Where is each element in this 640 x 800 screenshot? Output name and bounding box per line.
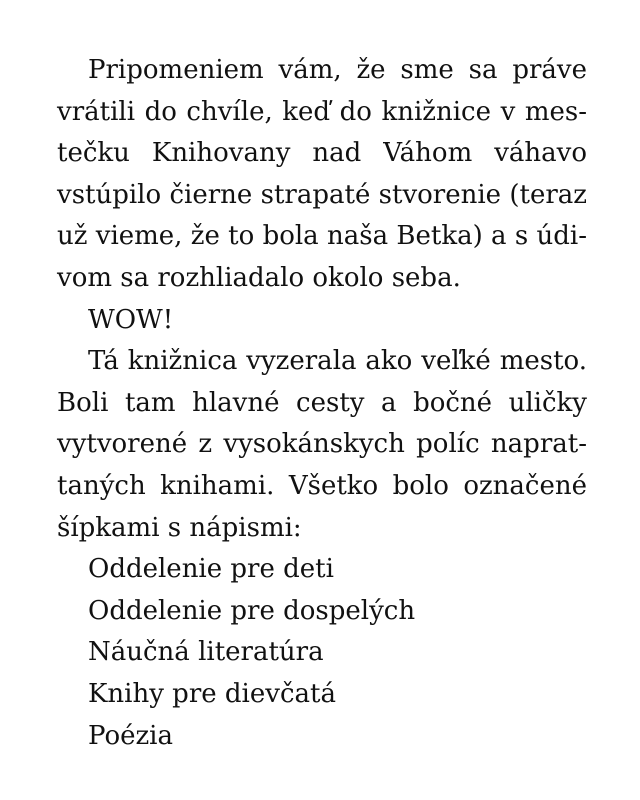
text-line: vrátili do chvíle, keď do knižnice v mes- [57,96,587,127]
text-line: Tá knižnica vyzerala ako veľké mesto. [88,346,587,377]
text-line: WOW! [88,304,174,335]
text-line: taných knihami. Všetko bolo označené [57,470,587,501]
list-item: Knihy pre dievčatá [88,678,336,709]
paragraph-1 [57,50,587,300]
list-item: Oddelenie pre dospelých [88,595,416,626]
text-line: vom sa rozhliadalo okolo seba. [57,262,461,293]
text-line: Boli tam hlavné cesty a bočné uličky [57,387,587,418]
text-line: už vieme, že to bola naša Betka) a s údi- [57,221,587,252]
book-page [57,50,587,757]
list-item: Náučná literatúra [88,637,324,668]
text-line: vytvorené z vysokánskych políc naprat- [57,429,587,460]
paragraph-3 [57,341,587,549]
paragraph-2 [57,300,587,342]
sign-list [57,549,587,757]
text-line: šípkami s nápismi: [57,512,302,543]
list-item: Oddelenie pre deti [88,554,334,585]
text-line: Pripomeniem vám, že sme sa práve [88,55,587,85]
text-line: vstúpilo čierne strapaté stvorenie (teraz [57,179,587,210]
list-item: Poézia [88,720,173,751]
text-line: tečku Knihovany nad Váhom váhavo [57,138,587,169]
